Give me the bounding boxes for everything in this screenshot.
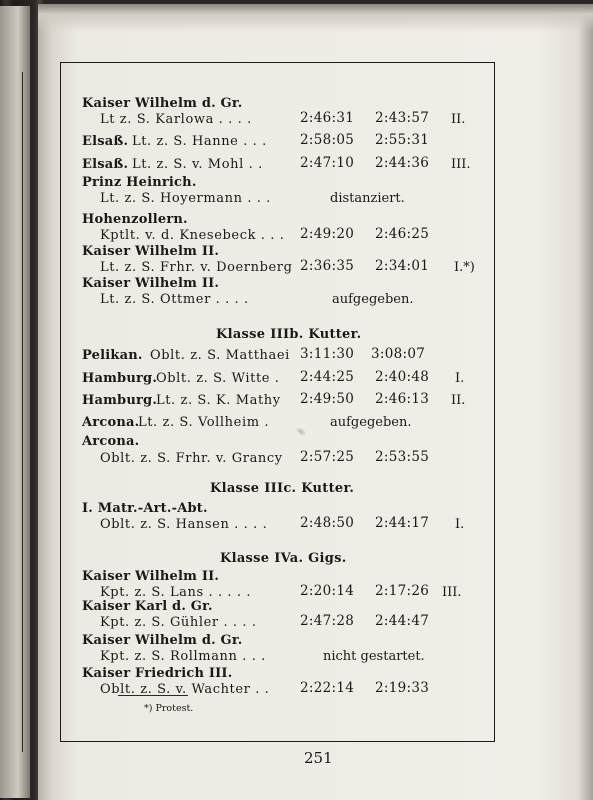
- class-heading: Klasse IIIb. Kutter.: [216, 327, 362, 342]
- time-raw: 2:22:14: [300, 680, 355, 696]
- skipper-name: Oblt. z. S. v. Wachter . .: [100, 682, 270, 697]
- boat-name: Kaiser Wilhelm d. Gr.: [82, 96, 243, 111]
- left-page-edge: [0, 6, 30, 798]
- boat-name: Elsaß.: [82, 157, 129, 172]
- skipper-name: Lt z. S. Karlowa . . . .: [100, 112, 252, 127]
- time-raw: 2:47:28: [300, 613, 355, 629]
- time-corrected: 2:34:01: [375, 258, 430, 274]
- time-raw: 3:11:30: [300, 346, 355, 362]
- book-page: [38, 4, 593, 800]
- placing: I.: [455, 517, 465, 532]
- result-note: aufgegeben.: [332, 292, 414, 307]
- time-corrected: 2:44:47: [375, 613, 430, 629]
- boat-name: Hohenzollern.: [82, 212, 188, 227]
- result-note: distanziert.: [330, 191, 405, 206]
- skipper-name: Oblt. z. S. Witte .: [156, 371, 280, 386]
- boat-name: Arcona.: [82, 415, 140, 430]
- skipper-name: Lt. z. S. Frhr. v. Doernberg: [100, 260, 293, 275]
- time-corrected: 2:44:36: [375, 155, 430, 171]
- time-raw: 2:44:25: [300, 369, 355, 385]
- footnote-rule: [118, 695, 188, 696]
- placing: I.*): [454, 260, 475, 275]
- time-corrected: 2:46:13: [375, 391, 430, 407]
- skipper-name: Kpt. z. S. Lans . . . . .: [100, 585, 252, 600]
- time-corrected: 2:40:48: [375, 369, 430, 385]
- skipper-name: Oblt. z. S. Hansen . . . .: [100, 517, 268, 532]
- time-raw: 2:48:50: [300, 515, 355, 531]
- boat-name: Pelikan.: [82, 348, 143, 363]
- class-heading: Klasse IIIc. Kutter.: [210, 481, 355, 496]
- time-raw: 2:20:14: [300, 583, 355, 599]
- time-corrected: 2:53:55: [375, 449, 430, 465]
- skipper-name: Kptlt. v. d. Knesebeck . . .: [100, 228, 285, 243]
- page-number: 251: [304, 749, 333, 767]
- boat-name: Hamburg.: [82, 371, 158, 386]
- skipper-name: Lt. z. S. Ottmer . . . .: [100, 292, 249, 307]
- time-corrected: 2:17:26: [375, 583, 430, 599]
- boat-name: Kaiser Wilhelm II.: [82, 276, 220, 291]
- footnote: *) Protest.: [144, 703, 194, 714]
- result-note: aufgegeben.: [330, 415, 412, 430]
- boat-name: I. Matr.-Art.-Abt.: [82, 501, 208, 516]
- time-corrected: 2:19:33: [375, 680, 430, 696]
- time-corrected: 3:08:07: [371, 346, 426, 362]
- skipper-name: Lt. z. S. Hanne . . .: [132, 134, 267, 149]
- time-raw: 2:46:31: [300, 110, 355, 126]
- result-note: nicht gestartet.: [323, 649, 425, 664]
- left-page-frame-rule: [0, 72, 23, 752]
- placing: III.: [442, 585, 462, 600]
- boat-name: Kaiser Friedrich III.: [82, 666, 233, 681]
- placing: II.: [451, 112, 466, 127]
- boat-name: Hamburg.: [82, 393, 158, 408]
- boat-name: Kaiser Karl d. Gr.: [82, 599, 213, 614]
- time-corrected: 2:55:31: [375, 132, 430, 148]
- skipper-name: Kpt. z. S. Rollmann . . .: [100, 649, 266, 664]
- time-corrected: 2:44:17: [375, 515, 430, 531]
- page-shadow: [38, 4, 593, 32]
- boat-name: Elsaß.: [82, 134, 129, 149]
- time-corrected: 2:43:57: [375, 110, 430, 126]
- skipper-name: Lt. z. S. Vollheim .: [138, 415, 270, 430]
- boat-name: Prinz Heinrich.: [82, 175, 197, 190]
- skipper-name: Oblt. z. S. Frhr. v. Grancy: [100, 451, 283, 466]
- boat-name: Kaiser Wilhelm d. Gr.: [82, 633, 243, 648]
- skipper-name: Kpt. z. S. Gühler . . . .: [100, 615, 257, 630]
- placing: III.: [451, 157, 471, 172]
- placing: I.: [455, 371, 465, 386]
- time-raw: 2:47:10: [300, 155, 355, 171]
- boat-name: Kaiser Wilhelm II.: [82, 244, 220, 259]
- skipper-name: Lt. z. S. K. Mathy: [156, 393, 281, 408]
- skipper-name: Oblt. z. S. Matthaei: [150, 348, 290, 363]
- time-raw: 2:36:35: [300, 258, 355, 274]
- time-raw: 2:49:50: [300, 391, 355, 407]
- time-corrected: 2:46:25: [375, 226, 430, 242]
- boat-name: Kaiser Wilhelm II.: [82, 569, 220, 584]
- skipper-name: Lt. z. S. v. Mohl . .: [132, 157, 263, 172]
- placing: II.: [451, 393, 466, 408]
- class-heading: Klasse IVa. Gigs.: [220, 551, 347, 566]
- time-raw: 2:49:20: [300, 226, 355, 242]
- time-raw: 2:57:25: [300, 449, 355, 465]
- boat-name: Arcona.: [82, 434, 140, 449]
- time-raw: 2:58:05: [300, 132, 355, 148]
- skipper-name: Lt. z. S. Hoyermann . . .: [100, 191, 271, 206]
